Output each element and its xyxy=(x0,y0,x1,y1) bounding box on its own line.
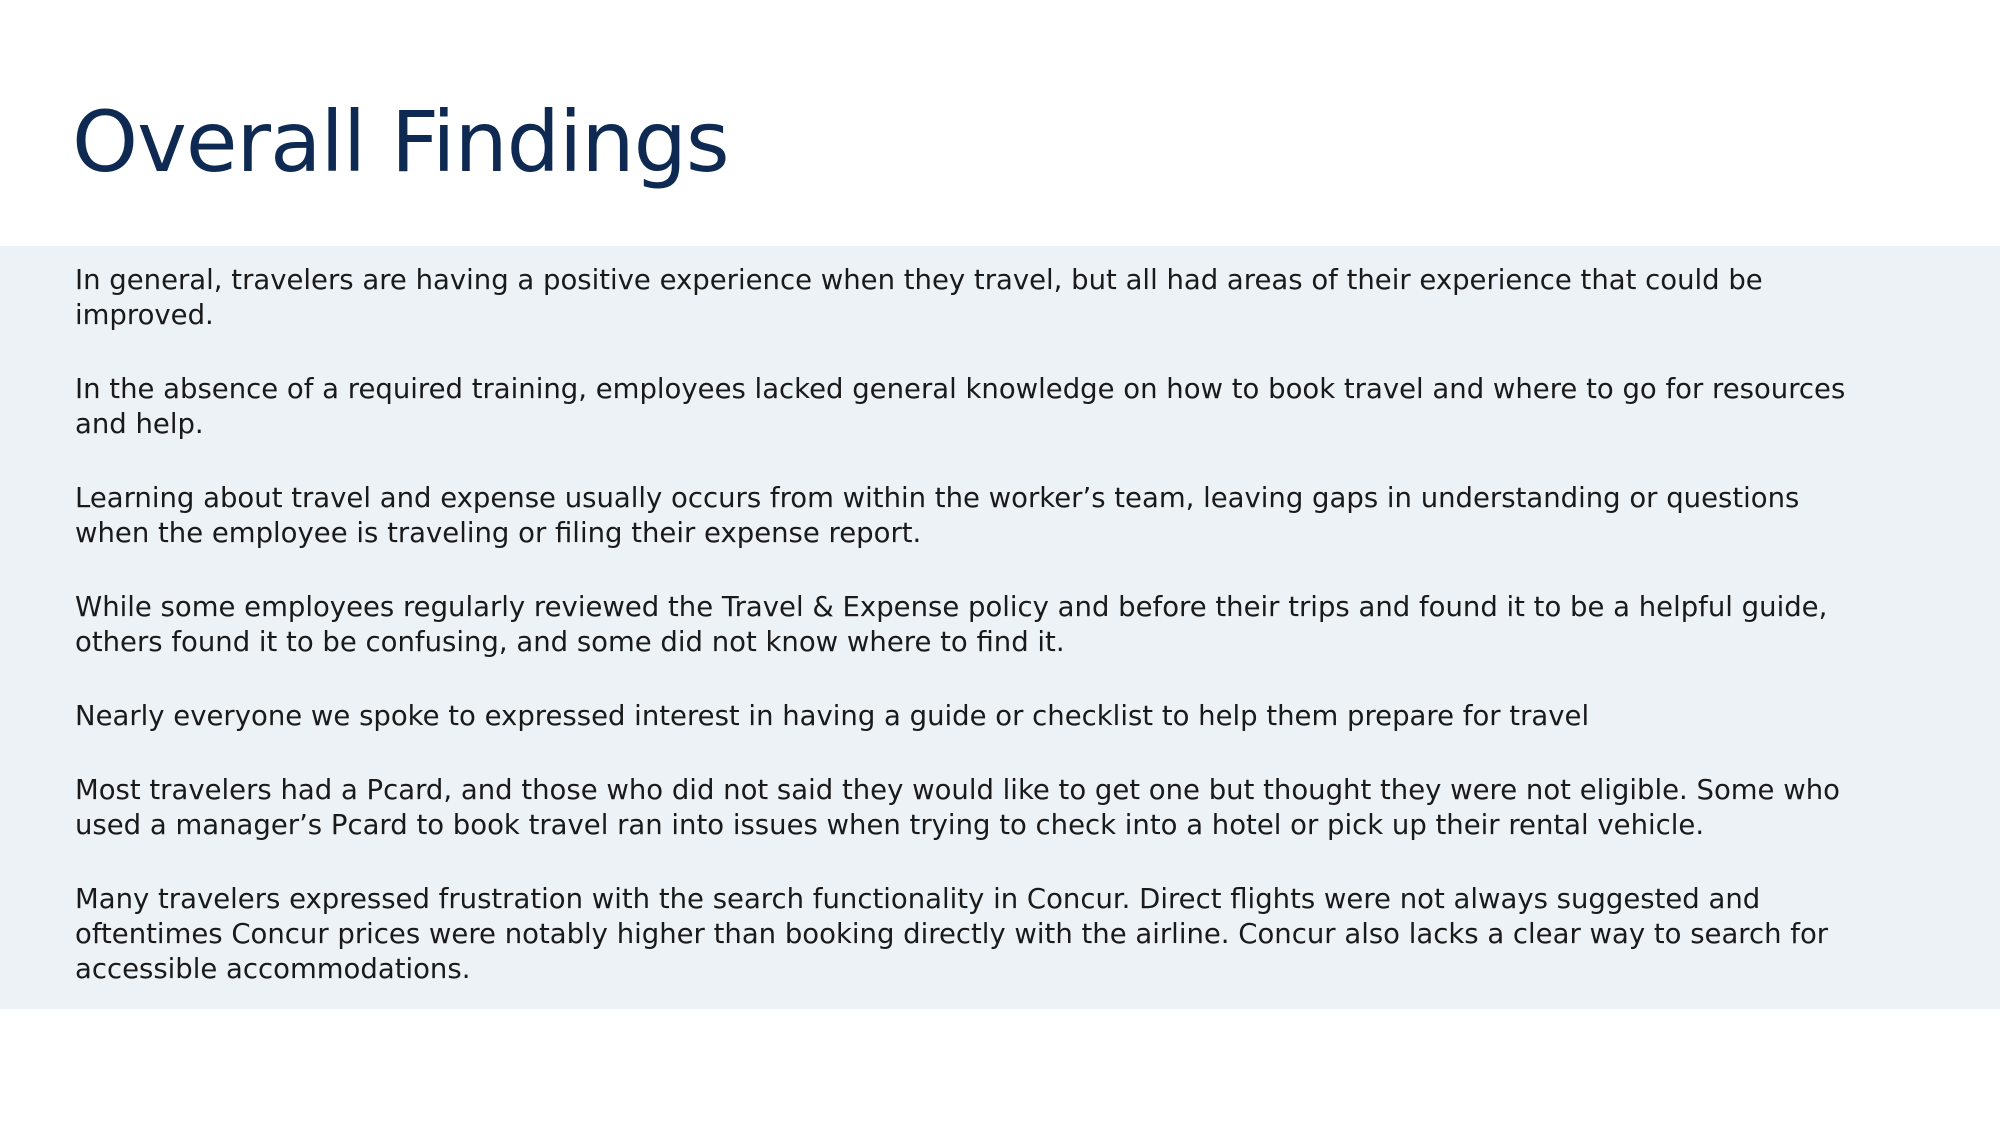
finding-item: Nearly everyone we spoke to expressed interest in having a guide or checklist to help them prepare for travel xyxy=(75,700,1590,732)
finding-item: Many travelers expressed frustration with the search functionality in Concur. Direct flights were not always suggested and oftentimes Concur prices were notably higher than booking directly with the airline. Concur also lacks a clear way to search for accessible accommodations. xyxy=(75,883,1829,985)
finding-item: Learning about travel and expense usually occurs from within the worker’s team, leaving gaps in understanding or questions when the employee is traveling or filing their expense report. xyxy=(75,482,1800,549)
finding-item: Most travelers had a Pcard, and those who did not said they would like to get one but thought they were not eligible. Some who used a manager’s Pcard to book travel ran into issues when trying to check into a hotel or pick up their rental vehicle. xyxy=(75,774,1840,841)
finding-item: In the absence of a required training, employees lacked general knowledge on how to book travel and where to go for resources and help. xyxy=(75,373,1846,440)
findings-list xyxy=(75,263,1875,1026)
slide-title: Overall Findings xyxy=(72,93,729,191)
finding-item: While some employees regularly reviewed the Travel & Expense policy and before their trips and found it to be a helpful guide, others found it to be confusing, and some did not know where to find it. xyxy=(75,591,1828,658)
finding-item: In general, travelers are having a positive experience when they travel, but all had areas of their experience that could be improved. xyxy=(75,264,1763,331)
